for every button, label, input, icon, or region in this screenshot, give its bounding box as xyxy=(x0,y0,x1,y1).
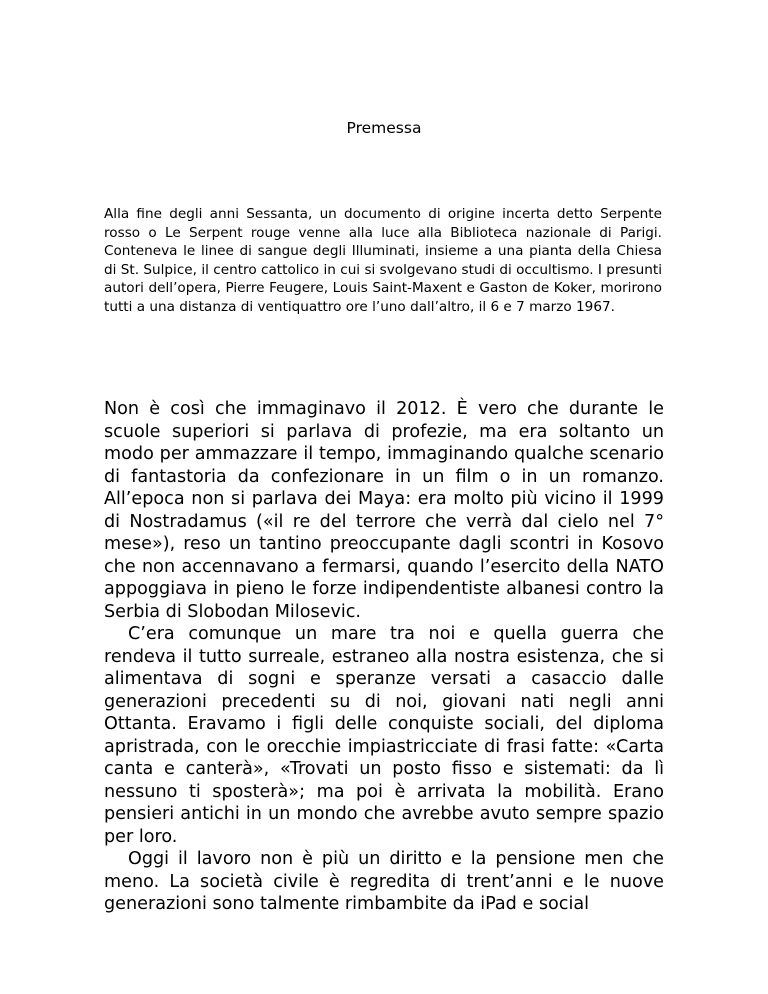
body-text xyxy=(104,398,664,916)
body-paragraph: C’era comunque un mare tra noi e quella guerra che rendeva il tutto surreale, estraneo alla nostra esistenza, che si alimentava di sogni e speranze versati a casaccio dalle generazioni precedenti su di noi, giovani nati negli anni Ottanta. Eravamo i figli delle conquiste sociali, del diploma apristrada, con le orecchie impiastricciate di frasi fatte: «Carta canta e canterà», «Trovati un posto fisso e sistemati: da lì nessuno ti sposterà»; ma poi è arrivata la mobilità. Erano pensieri antichi in un mondo che avrebbe avuto sempre spazio per loro. xyxy=(104,624,664,847)
page-title: Premessa xyxy=(346,119,422,137)
body-paragraph: Non è così che immaginavo il 2012. È vero che durante le scuole superiori si parlava di profezie, ma era soltanto un modo per ammazzare il tempo, immaginando qualche scenario di fantastoria da confezionare in un film o in un romanzo. All’epoca non si parlava dei Maya: era molto più vicino il 1999 di Nostradamus («il re del terrore che verrà dal cielo nel 7° mese»), reso un tantino preoccupante dagli scontri in Kosovo che non accennavano a fermarsi, quando l’esercito della NATO appoggiava in pieno le forze indipendentiste albanesi contro la Serbia di Slobodan Milosevic. xyxy=(104,399,664,622)
preface-paragraph: Alla fine degli anni Sessanta, un documento di origine incerta detto Serpente rosso o Le Serpent rouge venne alla luce alla Biblioteca nazionale di Parigi. Conteneva le linee di sangue degli Illuminati, insieme a una pianta della Chiesa di St. Sulpice, il centro cattolico in cui si svolgevano studi di occultismo. I presunti autori dell’opera, Pierre Feugere, Louis Saint-Maxent e Gaston de Koker, morirono tutti a una distanza di ventiquattro ore l’uno dall’altro, il 6 e 7 marzo 1967. xyxy=(104,206,662,315)
body-paragraph: Oggi il lavoro non è più un diritto e la pensione men che meno. La società civile è regredita di trent’anni e le nuove generazioni sono talmente rimbambite da iPad e social xyxy=(104,849,664,914)
